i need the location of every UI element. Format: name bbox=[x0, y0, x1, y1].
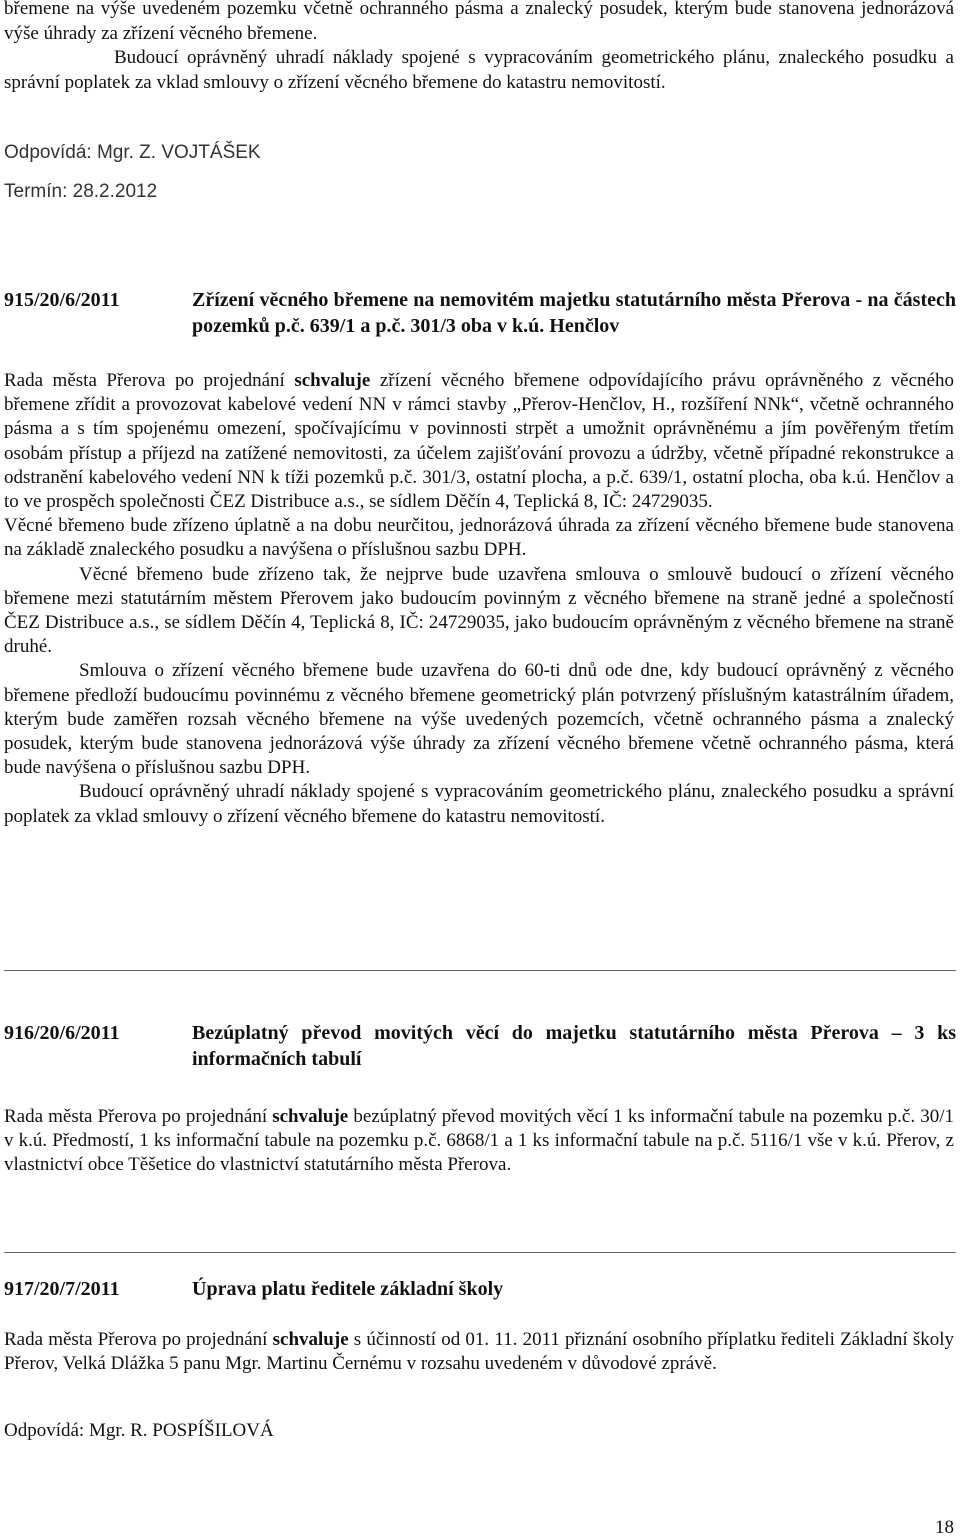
resolution-916-p1-rest: bezúplatný převod movitých věcí 1 ks informační tabule na pozemku p.č. 30/1 v k.ú. Předmostí, 1 ks informační tabule na pozemku p.č. 6868/1 a 1 ks informační tabule na p.č. 5116/1 vše v k.ú. Přerov, z vlastnictví obce Těšetice do vlastnictví statutárního města Přerova. bbox=[4, 1106, 954, 1176]
divider-1 bbox=[4, 970, 956, 971]
prev-responsible: Odpovídá: Mgr. Z. VOJTÁŠEK bbox=[4, 142, 261, 163]
resolution-915-paragraph-4: Smlouva o zřízení věcného břemene bude uzavřena do 60-ti dnů ode dne, kdy budoucí oprávněný z věcného břemene předloží budoucímu povinnému z věcného břemene geometrický plán potvrzený příslušným katastrálním úřadem, kterým bude zaměřen rozsah věcného břemene na výše uvedených pozemcích, včetně ochranného pásma a znalecký posudek, kterým bude stanovena jednorázová výše úhrady za zřízení věcného břemene včetně ochranného pásma, která bude navýšena o příslušnou sazbu DPH. bbox=[4, 660, 954, 779]
resolution-915-header bbox=[4, 287, 956, 339]
resolution-915-p1-lead: Rada města Přerova po projednání bbox=[4, 370, 295, 391]
resolution-916-number: 916/20/6/2011 bbox=[4, 1022, 120, 1044]
resolution-915-paragraph-1 bbox=[4, 369, 954, 514]
resolution-916-approves: schvaluje bbox=[272, 1106, 349, 1127]
resolution-915-paragraph-3: Věcné břemeno bude zřízeno tak, že nejprve bude uzavřena smlouva o smlouvě budoucí o zřízení věcného břemene mezi statutárním městem Přerovem jako budoucím povinným z věcného břemene na straně jedné a společností ČEZ Distribuce a.s., se sídlem Děčín 4, Teplická 8, IČ: 24729035, jako budoucím oprávněným z věcného břemene na straně druhé. bbox=[4, 563, 954, 658]
resolution-917-paragraph-1 bbox=[4, 1328, 954, 1376]
resolution-917-title: Úprava platu ředitele základní školy bbox=[192, 1278, 504, 1300]
prev-costs-paragraph: Budoucí oprávněný uhradí náklady spojené s vypracováním geometrického plánu, znaleckého posudku a správní poplatek za vklad smlouvy o zřízení věcného břemene do katastru nemovitostí. bbox=[4, 47, 954, 93]
resolution-915-paragraph-2: Věcné břemeno bude zřízeno úplatně a na dobu neurčitou, jednorázová úhrada za zřízení věcného břemene bude stanovena na základě znaleckého posudku a navýšena o příslušnou sazbu DPH. bbox=[4, 515, 954, 561]
resolution-915-approves: schvaluje bbox=[294, 370, 371, 391]
resolution-917-p1-rest: s účinností od 01. 11. 2011 přiznání osobního příplatku řediteli Základní školy Přerov, Velká Dlážka 5 panu Mgr. Martinu Černému v rozsahu uvedeném v důvodové zprávě. bbox=[4, 1329, 954, 1375]
resolution-915-title: Zřízení věcného břemene na nemovitém majetku statutárního města Přerova - na částech pozemků p.č. 639/1 a p.č. 301/3 oba v k.ú. Henčlov bbox=[192, 289, 956, 337]
resolution-916-p1-lead: Rada města Přerova po projednání bbox=[4, 1106, 273, 1127]
resolution-916-paragraph-1 bbox=[4, 1105, 954, 1178]
resolution-915-p1-rest: zřízení věcného břemene odpovídajícího právu oprávněného z věcného břemene zřídit a provozovat kabelové vedení NN v rámci stavby „Přerov-Henčlov, H., rozšíření NNk“, včetně ochranného pásma a s tím spojenému omezení, spočívajícímu v povinnosti strpět a umožnit oprávněnému a jím pověřeným třetím osobám přístup a příjezd na zatížené nemovitosti, za účelem zajišťování provozu a údržby, včetně případné rekonstrukce a odstranění kabelového vedení NN k tíži pozemků p.č. 301/3, ostatní plocha, a p.č. 639/1, ostatní plocha, oba k.ú. Henčlov a to ve prospěch společnosti ČEZ Distribuce a.s., se sídlem Děčín 4, Teplická 8, IČ: 24729035. bbox=[4, 370, 954, 513]
resolution-917-responsible: Odpovídá: Mgr. R. POSPÍŠILOVÁ bbox=[4, 1420, 274, 1441]
resolution-917-number: 917/20/7/2011 bbox=[4, 1278, 120, 1300]
prev-resolution-tail bbox=[4, 0, 954, 95]
resolution-917-body bbox=[4, 1328, 954, 1376]
resolution-917-p1-lead: Rada města Přerova po projednání bbox=[4, 1329, 273, 1350]
divider-2 bbox=[4, 1252, 956, 1253]
resolution-916-header bbox=[4, 1020, 956, 1072]
resolution-915-number: 915/20/6/2011 bbox=[4, 289, 120, 311]
resolution-916-body bbox=[4, 1105, 954, 1178]
resolution-917-header bbox=[4, 1276, 956, 1302]
prev-text-line1: břemene na výše uvedeném pozemku včetně ochranného pásma a znalecký posudek, kterým bude stanovena jednorázová výše úhrady za zřízení věcného břemene. bbox=[4, 0, 954, 44]
resolution-915-paragraph-5: Budoucí oprávněný uhradí náklady spojené s vypracováním geometrického plánu, znaleckého posudku a správní poplatek za vklad smlouvy o zřízení věcného břemene do katastru nemovitostí. bbox=[4, 781, 954, 827]
prev-deadline: Termín: 28.2.2012 bbox=[4, 181, 158, 202]
page-number: 18 bbox=[935, 1517, 954, 1538]
resolution-916-title: Bezúplatný převod movitých věcí do majetku statutárního města Přerova – 3 ks informačních tabulí bbox=[192, 1022, 956, 1070]
resolution-915-body bbox=[4, 369, 954, 829]
resolution-917-approves: schvaluje bbox=[272, 1329, 349, 1350]
